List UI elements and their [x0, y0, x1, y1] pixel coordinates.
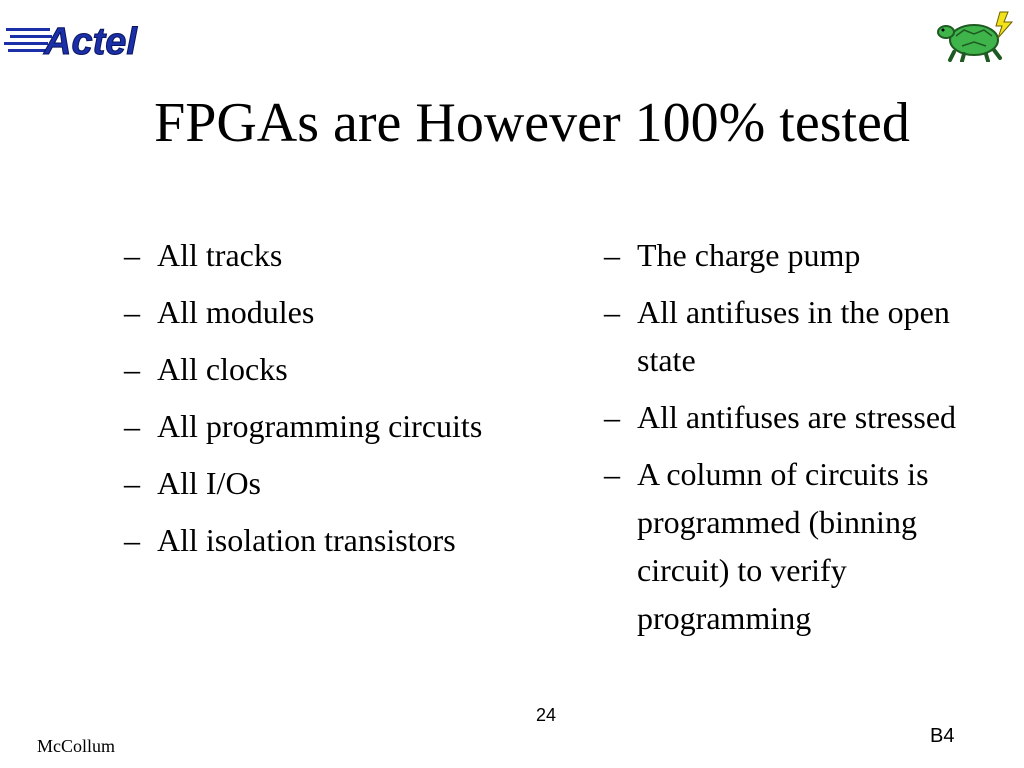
list-item-text: All isolation transistors [157, 522, 456, 558]
list-item-text: All programming circuits [157, 408, 483, 444]
list-item [604, 393, 1004, 441]
list-item [124, 516, 484, 564]
left-bullet-list [124, 231, 484, 573]
slide-code: B4 [930, 725, 955, 747]
bullet-dash: – [124, 408, 140, 444]
bullet-dash: – [124, 522, 140, 558]
list-item-text: All antifuses in the open state [637, 294, 950, 378]
list-item-text: All antifuses are stressed [637, 399, 957, 435]
actel-logo [4, 14, 154, 60]
author-name: McCollum [37, 736, 116, 756]
slide-title: FPGAs are However 100% tested [154, 92, 910, 154]
list-item [124, 345, 484, 393]
list-item-text: All clocks [157, 351, 288, 387]
list-item [604, 450, 1004, 642]
bullet-dash: – [604, 294, 620, 330]
page-number: 24 [535, 705, 557, 725]
list-item-text: The charge pump [637, 237, 861, 273]
turtle-lightning-icon [934, 8, 1018, 62]
list-item-text: All I/Os [157, 465, 261, 501]
list-item-text: A column of circuits is programmed (binning circuit) to verify programming [637, 456, 929, 636]
bullet-dash: – [604, 456, 620, 492]
bullet-dash: – [604, 237, 620, 273]
bullet-dash: – [604, 399, 620, 435]
bullet-dash: – [124, 294, 140, 330]
bullet-dash: – [124, 237, 140, 273]
list-item [604, 231, 1004, 279]
right-bullet-list [604, 231, 1004, 651]
list-item [604, 288, 1004, 384]
bullet-dash: – [124, 351, 140, 387]
list-item [124, 459, 484, 507]
list-item-text: All modules [157, 294, 315, 330]
list-item-text: All tracks [157, 237, 283, 273]
bullet-dash: – [124, 465, 140, 501]
list-item [124, 288, 484, 336]
svg-text:Actel: Actel [44, 21, 137, 60]
list-item [124, 402, 484, 450]
list-item [124, 231, 484, 279]
